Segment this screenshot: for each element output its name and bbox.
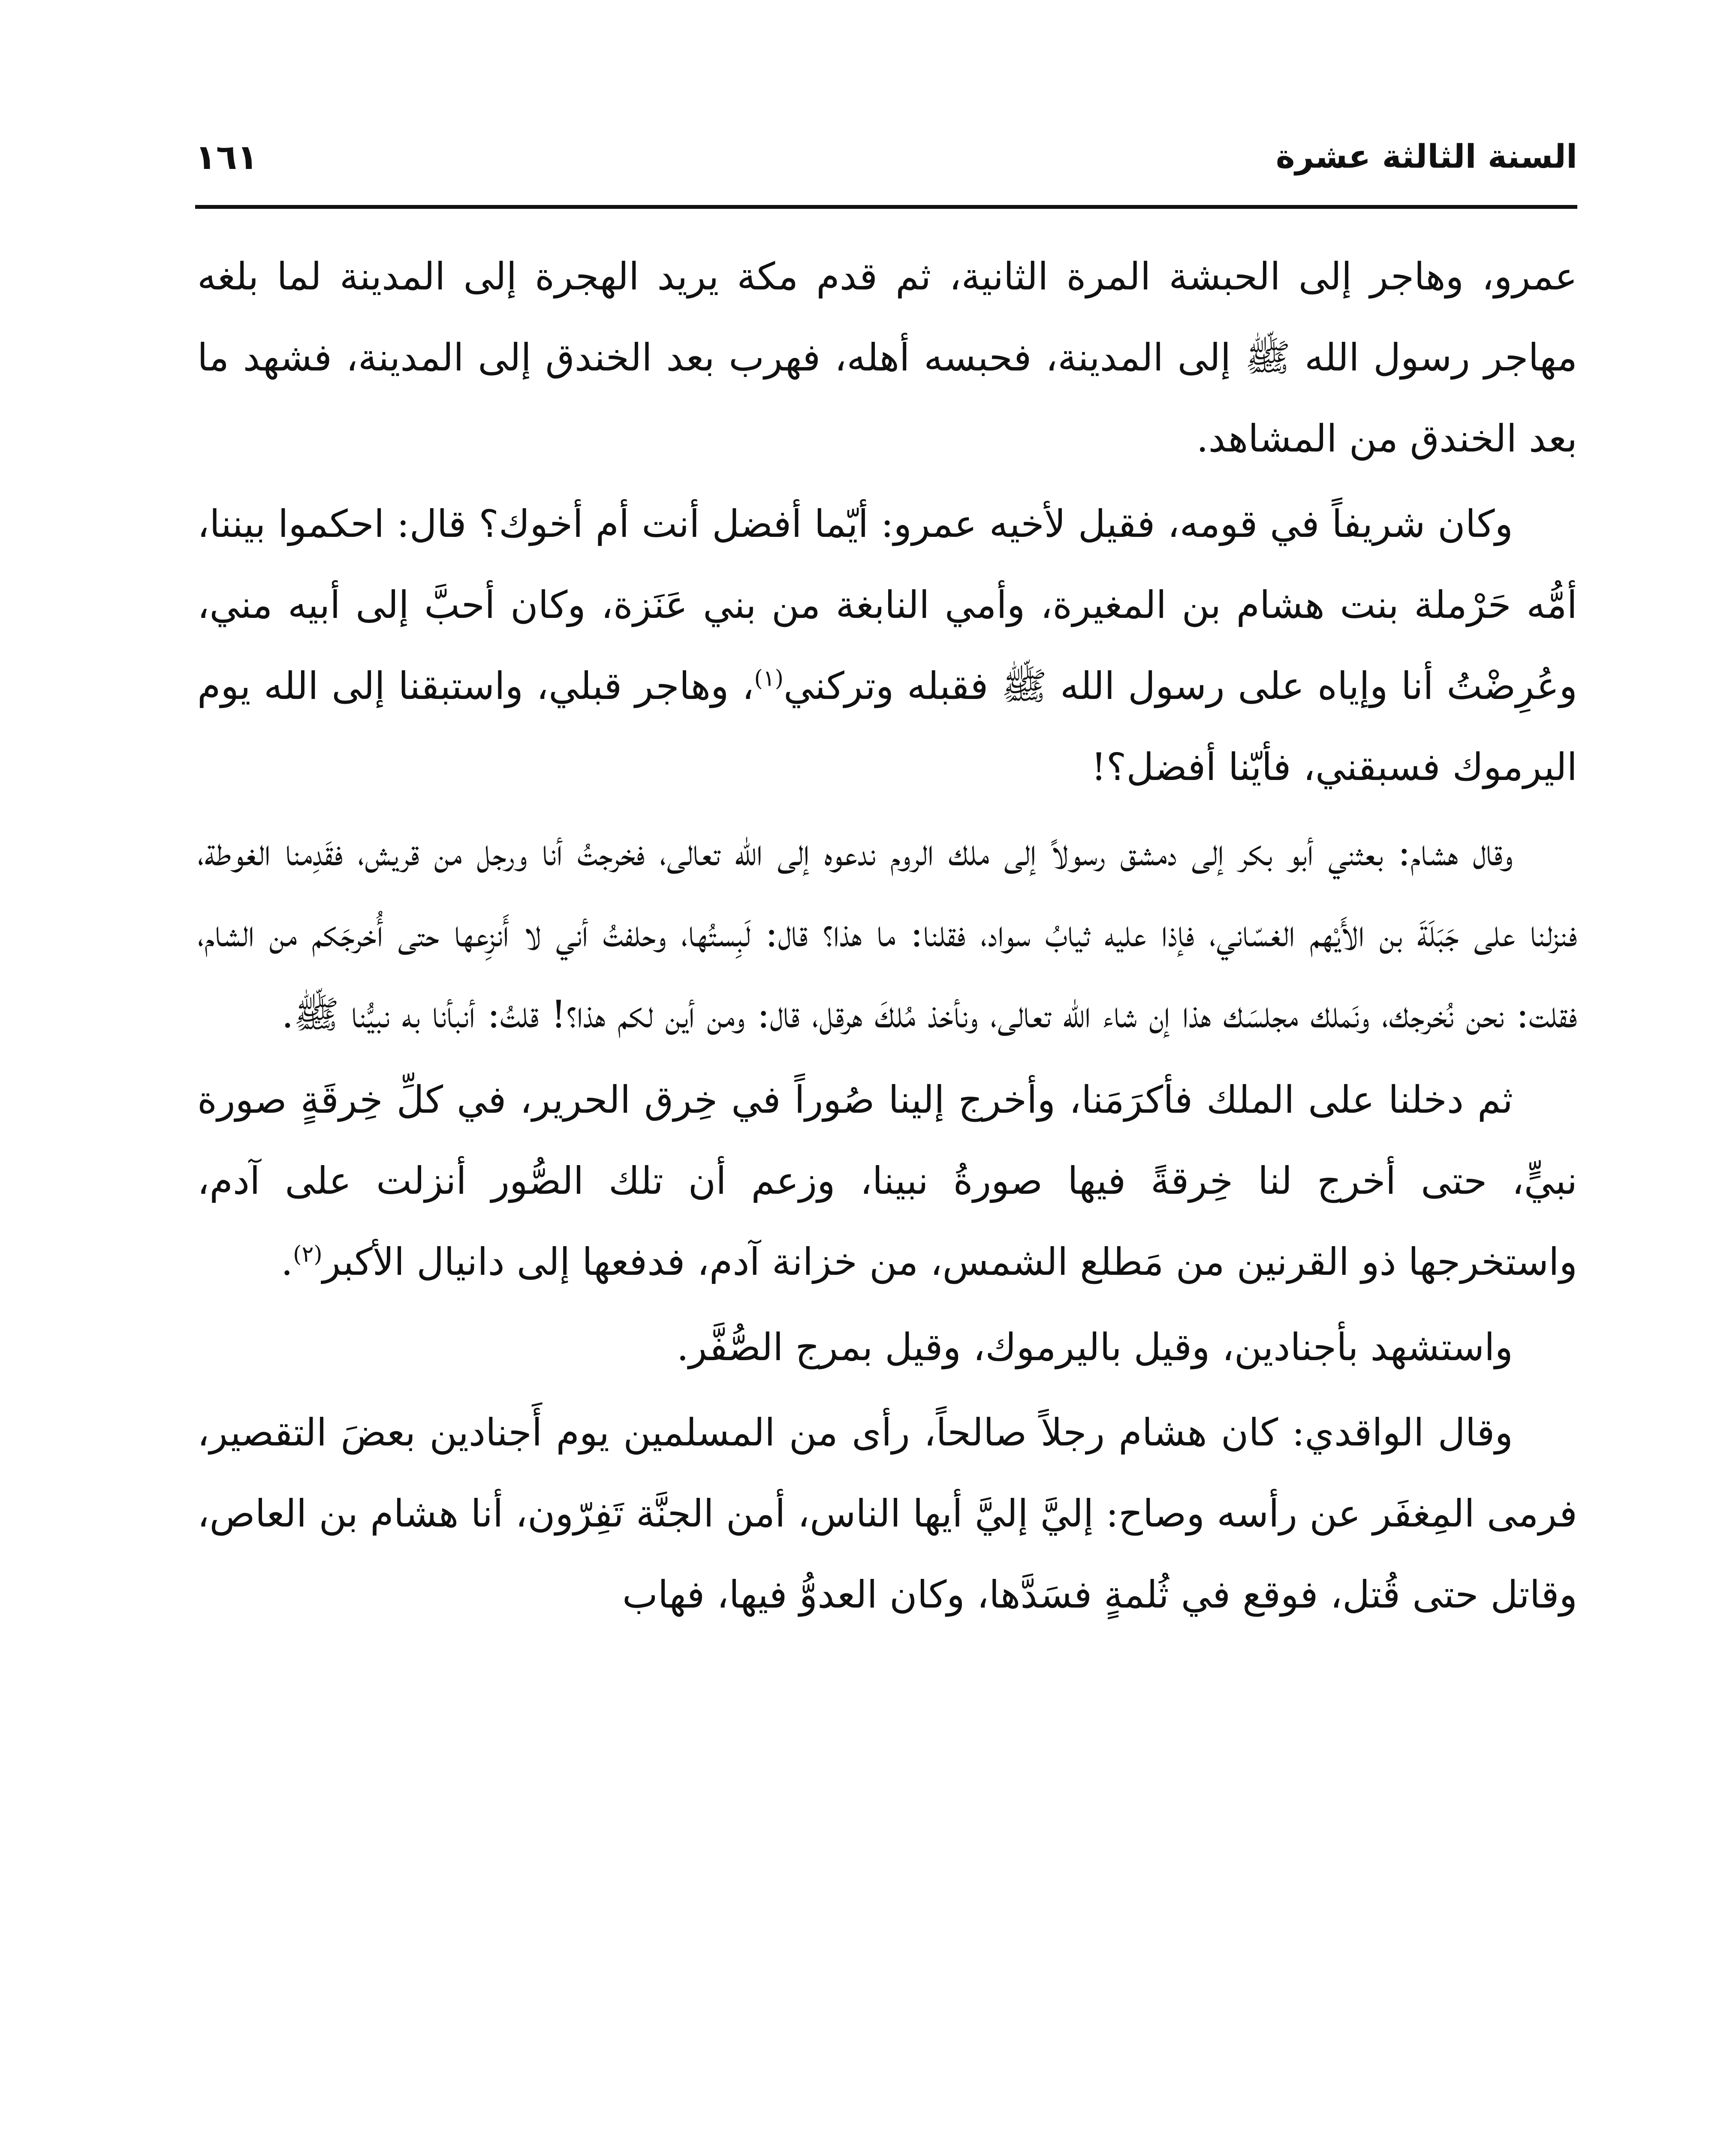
footnote-ref-1: (١)	[754, 665, 784, 692]
paragraph-4-text: ثم دخلنا على الملك فأكرَمَنا، وأخرج إلينا صُوراً في خِرق الحرير، في كلِّ خِرقَةٍ صورة نبيٍّ، حتى أخرج لنا خِرقةً فيها صورةُ نبينا، وزعم أن تلك الصُّور أنزلت على آدم، واستخرجها ذو القرنين من مَطلع الشمس، من خزانة آدم، فدفعها إلى دانيال الأكبر	[197, 1078, 1577, 1284]
paragraph-2-text: وكان شريفاً في قومه، فقيل لأخيه عمرو: أيّما أفضل أنت أم أخوك؟ قال: احكموا بيننا، أمُّه حَرْملة بنت هشام بن المغيرة، وأمي النابغة من بني عَنَزة، وكان أحبَّ إلى أبيه مني، وعُرِضْتُ أنا وإياه على رسول الله ﷺ فقبله وتركني	[197, 502, 1578, 708]
paragraph-4-tail: .	[281, 1240, 293, 1284]
page-number: ١٦١	[195, 137, 258, 177]
paragraph-1: عمرو، وهاجر إلى الحبشة المرة الثانية، ثم قدم مكة يريد الهجرة إلى المدينة لما بلغه مهاجر رسول الله ﷺ إلى المدينة، فحبسه أهله، فهرب بعد الخندق إلى المدينة، فشهد ما بعد الخندق من المشاهد.	[197, 254, 1577, 461]
page-header	[195, 129, 1577, 193]
paragraph-5: واستشهد بأجنادين، وقيل باليرموك، وقيل بمرج الصُّفَّر.	[676, 1325, 1513, 1369]
main-text	[197, 236, 1577, 1639]
header-rule	[195, 205, 1577, 209]
paragraph-6: وقال الواقدي: كان هشام رجلاً صالحاً، رأى من المسلمين يوم أَجنادين بعضَ التقصير، فرمى المِغفَر عن رأسه وصاح: إليَّ إليَّ أيها الناس، أمن الجنَّة تَفِرّون، أنا هشام بن العاص، وقاتل حتى قُتل، فوقع في ثُلمةٍ فسَدَّها، وكان العدوُّ فيها، فهاب	[197, 1410, 1577, 1617]
footnote-ref-2: (٢)	[293, 1241, 322, 1268]
paragraph-2	[197, 483, 1577, 807]
paragraph-2-tail: ، وهاجر قبلي، واستبقنا إلى الله يوم اليرموك فسبقني، فأيّنا أفضل؟!	[197, 664, 1577, 789]
paragraph-4	[197, 1059, 1577, 1302]
running-title: السنة الثالثة عشرة	[1275, 137, 1577, 175]
paragraph-3: وقال هشام: بعثني أبو بكر إلى دمشق رسولاً إلى ملك الروم ندعوه إلى الله تعالى، فخرجتُ أنا ورجل من قريش، فقَدِمنا الغوطة، فنزلنا على جَبَلَةَ بن الأَيْهم الغسّاني، فإذا عليه ثيابُ سواد، فقلنا: ما هذا؟ قال: لَبِستُها، وحلفتُ أني لا أَنزِعها حتى أُخرجَكم من الشام، فقلت: نحن نُخرجك، ونَملك مجلسَك هذا إن شاء الله تعالى، ونأخذ مُلكَ هرقل، قال: ومن أين لكم هذا؟! قلتُ: أنبأنا به نبيُّنا ﷺ.	[197, 830, 1577, 1036]
